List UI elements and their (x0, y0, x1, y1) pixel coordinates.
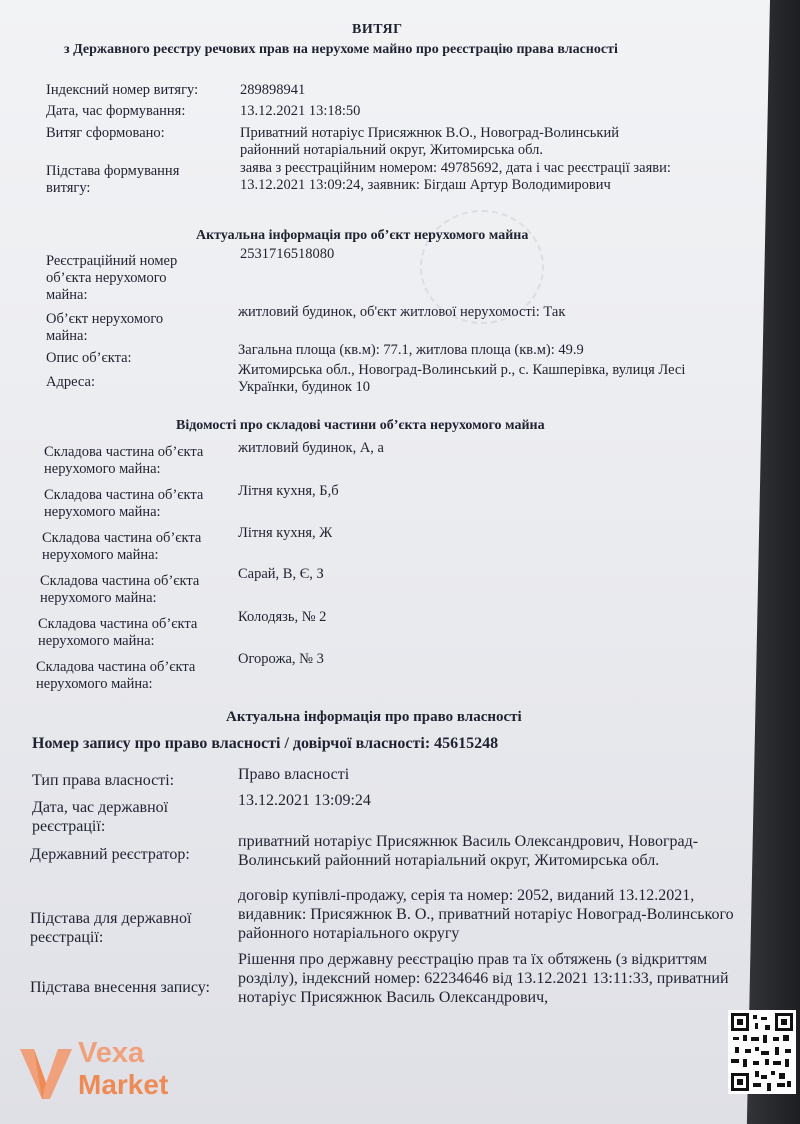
part-value: Літня кухня, Ж (238, 525, 333, 541)
part-value: Сарай, В, Є, З (238, 566, 324, 582)
extract-value: 289898941 (240, 82, 306, 98)
extract-label: Витяг сформовано: (46, 125, 165, 141)
object-value: Житомирська обл., Новоград-Волинський р., с. Кашперівка, вулиця Лесі Українки, будинок 10 (238, 362, 686, 395)
extract-label: Підстава формування витягу: (46, 163, 180, 196)
right-label: Державний реєстратор: (30, 846, 190, 863)
object-value: Загальна площа (кв.м): 77.1, житлова площа (кв.м): 49.9 (238, 342, 584, 358)
object-label: Адреса: (46, 374, 95, 390)
part-label: Складова частина об’єкта нерухомого майна: (42, 530, 202, 563)
part-label: Складова частина об’єкта нерухомого майна: (40, 573, 200, 606)
extract-value: заява з реєстраційним номером: 49785692, дата і час реєстрації заяви: 13.12.2021 13:09:24, заявник: Бігдаш Артур Володимирович (240, 160, 671, 193)
record-number: Номер запису про право власності / довірчої власності: 45615248 (32, 735, 499, 752)
watermark-line1: Vexa (78, 1037, 145, 1069)
part-value: Колодязь, № 2 (238, 609, 327, 625)
qr-code-icon (728, 1010, 796, 1094)
right-label: Підстава внесення запису: (30, 979, 210, 996)
right-value: 13.12.2021 13:09:24 (238, 792, 371, 809)
object-label: Об’єкт нерухомого майна: (46, 311, 164, 344)
extract-label: Індексний номер витягу: (46, 82, 199, 98)
right-value: приватний нотаріус Присяжнюк Василь Олександрович, Новоград-Волинський районний нотаріальний округ, Житомирська обл. (238, 833, 699, 869)
document-title: ВИТЯГ (352, 22, 403, 37)
part-label: Складова частина об’єкта нерухомого майна: (38, 616, 198, 649)
right-label: Тип права власності: (32, 772, 175, 789)
watermark-line2: Market (78, 1069, 169, 1100)
part-value: Огорожа, № 3 (238, 651, 324, 667)
document-subtitle: з Державного реєстру речових прав на нерухоме майно про реєстрацію права власності (64, 42, 618, 57)
right-value: Право власності (238, 766, 350, 783)
right-value: Рішення про державну реєстрацію прав та їх обтяжень (з відкриттям розділу), індексний номер: 62234646 від 13.12.2021 13:11:33, приватний нотаріус Присяжнюк Василь Олександрович, (238, 951, 729, 1006)
right-label: Підстава для державної реєстрації: (30, 910, 192, 946)
object-value: 2531716518080 (240, 246, 335, 262)
extract-value: Приватний нотаріус Присяжнюк В.О., Новоград-Волинський районний нотаріальний округ, Житомирська обл. (240, 125, 619, 158)
section-heading: Актуальна інформація про об’єкт нерухомого майна (196, 228, 529, 243)
part-value: житловий будинок, А, а (238, 440, 384, 456)
part-label: Складова частина об’єкта нерухомого майна: (44, 444, 204, 477)
part-value: Літня кухня, Б,б (238, 483, 339, 499)
object-value: житловий будинок, об'єкт житлової нерухомості: Так (238, 304, 566, 320)
object-label: Реєстраційний номер об’єкта нерухомого майна: (46, 253, 178, 303)
vexa-market-watermark (20, 1035, 210, 1105)
section-heading: Відомості про складові частини об’єкта нерухомого майна (176, 418, 545, 433)
extract-value: 13.12.2021 13:18:50 (240, 103, 361, 119)
section-heading: Актуальна інформація про право власності (226, 709, 522, 725)
right-value: договір купівлі-продажу, серія та номер: 2052, виданий 13.12.2021, видавник: Присяжнюк В. О., приватний нотаріус Новоград-Волинського районного нотаріального округу (238, 887, 734, 942)
part-label: Складова частина об’єкта нерухомого майна: (44, 487, 204, 520)
part-label: Складова частина об’єкта нерухомого майна: (36, 659, 196, 692)
extract-label: Дата, час формування: (46, 103, 186, 119)
object-label: Опис об’єкта: (46, 350, 132, 366)
right-label: Дата, час державної реєстрації: (32, 799, 169, 835)
vexa-v-logo-icon (20, 1043, 72, 1103)
